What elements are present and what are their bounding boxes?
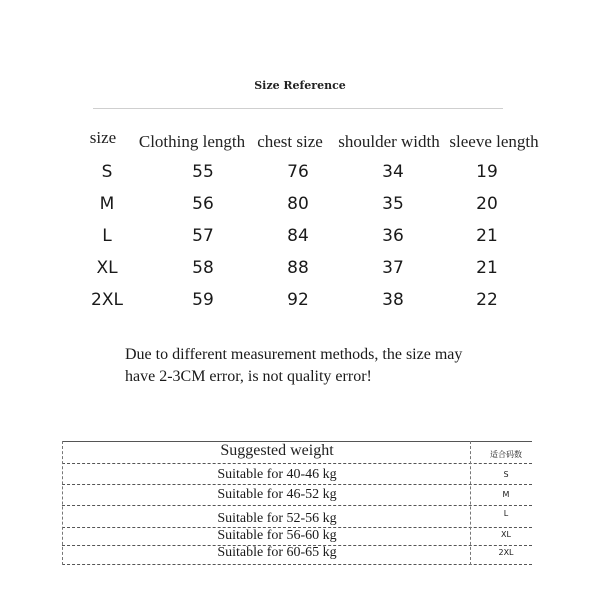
table-cell: 88: [287, 258, 309, 278]
note-line: have 2-3CM error, is not quality error!: [125, 368, 372, 385]
table-cell: 59: [192, 290, 214, 310]
weight-cell: Suitable for 56-60 kg: [217, 528, 337, 543]
table-cell: 19: [476, 162, 498, 182]
table-cell: 55: [192, 162, 214, 182]
table-cell: 92: [287, 290, 309, 310]
header-size: size: [89, 128, 117, 147]
weight-cell: Suitable for 52-56 kg: [217, 511, 337, 526]
table-cell: 35: [382, 194, 404, 214]
table-divider: [470, 441, 471, 565]
table-divider: [62, 463, 532, 464]
size-cell: 2XL: [498, 548, 514, 557]
table-cell: M: [99, 194, 115, 214]
table-cell: 20: [476, 194, 498, 214]
weight-cell: Suitable for 40-46 kg: [217, 467, 337, 482]
table-cell: 2XL: [91, 290, 123, 310]
table-cell: S: [101, 162, 113, 182]
table-cell: 21: [476, 226, 498, 246]
weight-cell: Suitable for 60-65 kg: [217, 545, 337, 560]
table-cell: 76: [287, 162, 309, 182]
note-line: Due to different measurement methods, the size may: [125, 346, 463, 363]
weight-table: [62, 441, 532, 565]
table-cell: 80: [287, 194, 309, 214]
table-cell: 37: [382, 258, 404, 278]
size-cell: S: [503, 470, 509, 479]
table-cell: 84: [287, 226, 309, 246]
table-cell: 21: [476, 258, 498, 278]
page-title: Size Reference: [254, 79, 346, 92]
header-suggested-weight: Suggested weight: [220, 442, 334, 459]
table-cell: 36: [382, 226, 404, 246]
table-cell: 22: [476, 290, 498, 310]
size-cell: M: [502, 490, 510, 499]
table-cell: XL: [96, 258, 118, 278]
table-cell: 34: [382, 162, 404, 182]
table-cell: 57: [192, 226, 214, 246]
size-cell: L: [503, 509, 509, 518]
header-shoulder-width: shoulder width: [338, 132, 440, 151]
header-chest-size: chest size: [257, 132, 323, 151]
table-cell: 58: [192, 258, 214, 278]
weight-cell: Suitable for 46-52 kg: [217, 487, 337, 502]
header-clothing-length: Clothing length: [138, 132, 246, 151]
header-sleeve-length: sleeve length: [449, 132, 539, 151]
table-cell: 38: [382, 290, 404, 310]
size-cell: XL: [501, 530, 511, 539]
table-divider: [62, 484, 532, 485]
table-border: [62, 564, 532, 565]
table-border: [62, 441, 63, 565]
table-divider: [62, 505, 532, 506]
table-cell: L: [102, 226, 112, 246]
measurement-note: [125, 344, 525, 388]
header-suitable-size: 适合码数: [490, 450, 522, 459]
table-cell: 56: [192, 194, 214, 214]
